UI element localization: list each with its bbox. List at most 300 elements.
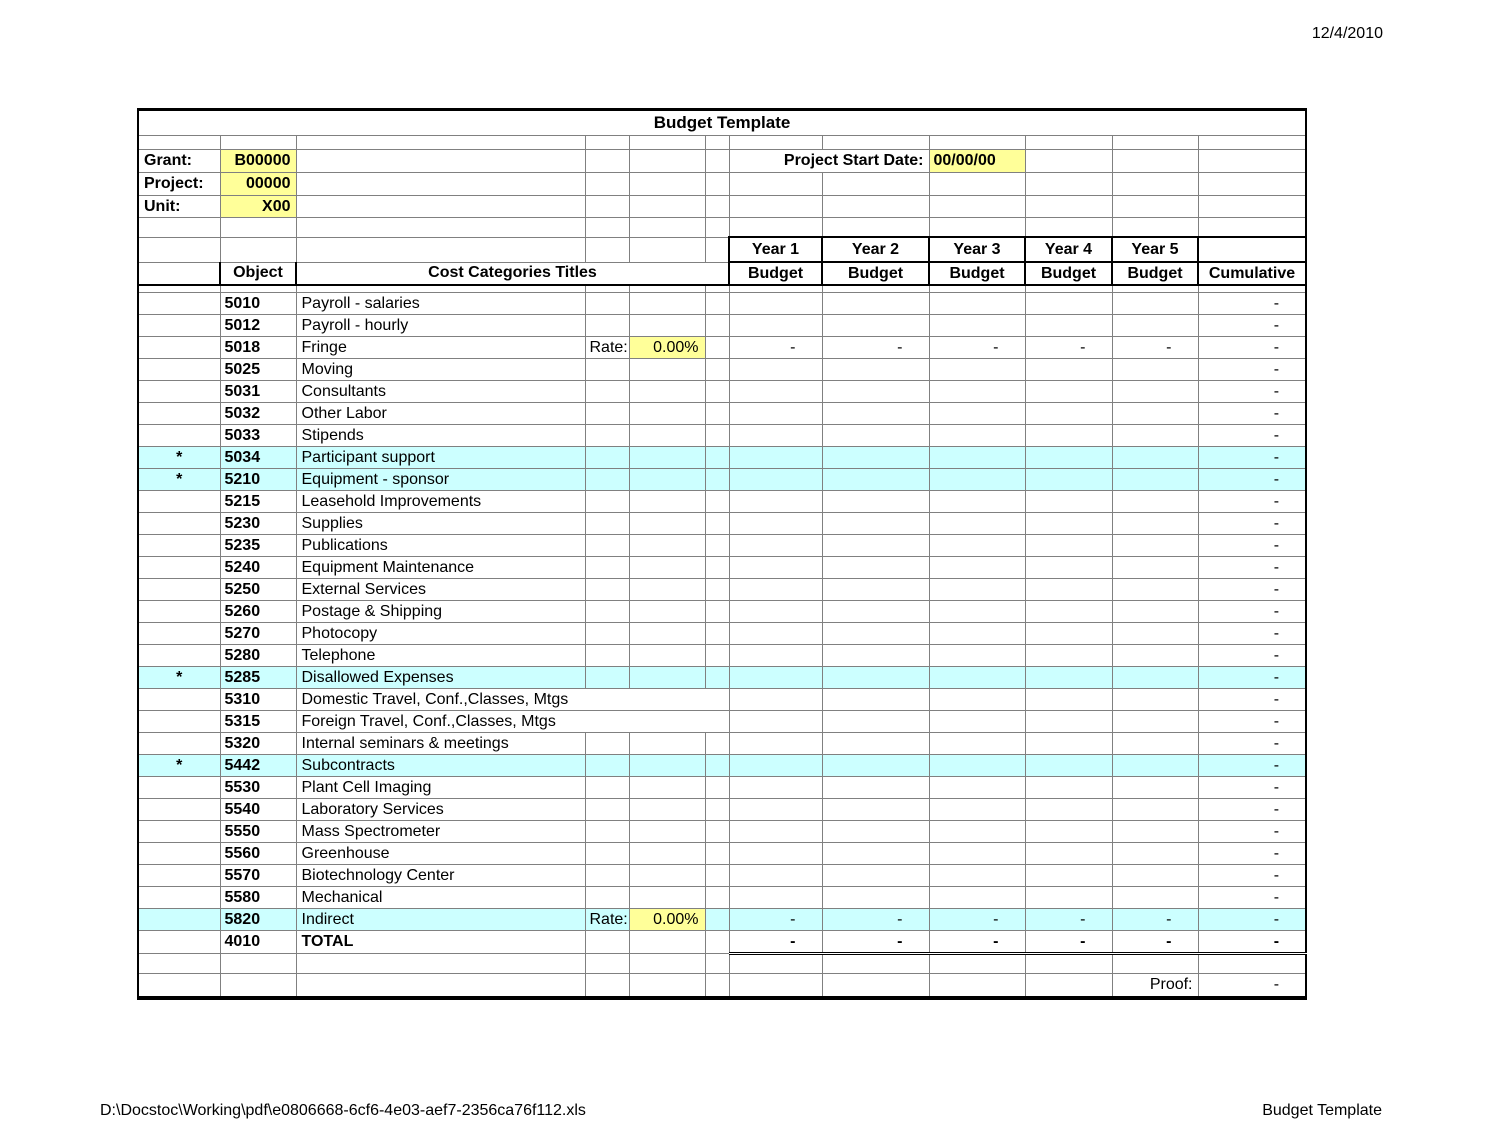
cell-year3-budget — [929, 623, 1025, 645]
empty-cell — [705, 667, 729, 689]
table-row — [138, 821, 1306, 843]
empty-cell — [729, 136, 822, 150]
unit-row — [138, 196, 1306, 218]
cell-object-code: 5034 — [220, 447, 296, 469]
empty-cell — [585, 136, 629, 150]
empty-cell — [585, 777, 629, 799]
table-row — [138, 447, 1306, 469]
cost-categories-column-header: Cost Categories Titles — [296, 262, 729, 285]
cell-year5-budget — [1112, 293, 1198, 315]
table-row — [138, 557, 1306, 579]
cell-year1-budget — [729, 821, 822, 843]
empty-cell — [296, 136, 585, 150]
empty-cell — [705, 535, 729, 557]
cell-cumulative: - — [1198, 931, 1306, 954]
table-row — [138, 843, 1306, 865]
empty-cell — [705, 909, 729, 931]
cell-object-code: 5230 — [220, 513, 296, 535]
budget-sheet — [137, 108, 1307, 1000]
empty-cell — [1025, 173, 1112, 196]
budget-column-header: Budget — [1025, 262, 1112, 285]
cell-cumulative: - — [1198, 733, 1306, 755]
cell-flag — [138, 843, 220, 865]
empty-cell — [822, 196, 929, 218]
empty-cell — [929, 173, 1025, 196]
empty-cell — [705, 315, 729, 337]
cell-year4-budget — [1025, 755, 1112, 777]
cell-year4-budget — [1025, 469, 1112, 491]
cell-year1-budget: - — [729, 931, 822, 954]
budget-column-header: Budget — [729, 262, 822, 285]
cell-year1-budget — [729, 535, 822, 557]
cell-flag — [138, 491, 220, 513]
cell-title: Payroll - salaries — [296, 293, 585, 315]
cell-title: Internal seminars & meetings — [296, 733, 585, 755]
empty-cell — [822, 285, 929, 293]
cell-year5-budget — [1112, 491, 1198, 513]
cell-title: Subcontracts — [296, 755, 585, 777]
proof-label: Proof: — [1112, 974, 1198, 999]
empty-cell — [1198, 173, 1306, 196]
empty-cell — [585, 623, 629, 645]
cell-year2-budget — [822, 403, 929, 425]
cell-year3-budget — [929, 887, 1025, 909]
table-row — [138, 711, 1306, 733]
cell-year1-budget — [729, 843, 822, 865]
empty-cell — [585, 150, 629, 173]
empty-cell — [585, 931, 629, 954]
cell-year2-budget — [822, 799, 929, 821]
cell-cumulative: - — [1198, 865, 1306, 887]
cell-year3-budget — [929, 381, 1025, 403]
year2-header: Year 2 — [822, 237, 929, 262]
cell-year2-budget — [822, 601, 929, 623]
empty-cell — [929, 136, 1025, 150]
empty-cell — [629, 315, 705, 337]
empty-cell — [585, 733, 629, 755]
cell-cumulative: - — [1198, 447, 1306, 469]
empty-cell — [585, 381, 629, 403]
empty-cell — [585, 557, 629, 579]
cell-year2-budget — [822, 447, 929, 469]
cell-year3-budget — [929, 821, 1025, 843]
cell-flag: * — [138, 667, 220, 689]
cell-object-code: 5560 — [220, 843, 296, 865]
empty-cell — [629, 535, 705, 557]
cell-object-code: 5270 — [220, 623, 296, 645]
cell-title: Indirect — [296, 909, 585, 931]
cell-year4-budget — [1025, 359, 1112, 381]
cell-flag — [138, 315, 220, 337]
empty-cell — [929, 974, 1025, 999]
project-row — [138, 173, 1306, 196]
cell-object-code: 5031 — [220, 381, 296, 403]
cell-year2-budget — [822, 469, 929, 491]
cell-year4-budget — [1025, 403, 1112, 425]
empty-cell — [585, 293, 629, 315]
table-row — [138, 491, 1306, 513]
table-row — [138, 623, 1306, 645]
empty-cell — [138, 974, 220, 999]
cell-year4-budget — [1025, 777, 1112, 799]
empty-cell — [929, 218, 1025, 238]
cell-flag — [138, 799, 220, 821]
cell-title: Mass Spectrometer — [296, 821, 585, 843]
empty-cell — [296, 285, 585, 293]
cell-flag — [138, 733, 220, 755]
table-row — [138, 689, 1306, 711]
empty-cell — [629, 954, 705, 974]
cell-year1-budget — [729, 359, 822, 381]
year1-header: Year 1 — [729, 237, 822, 262]
cell-year5-budget — [1112, 887, 1198, 909]
cell-year4-budget — [1025, 821, 1112, 843]
empty-cell — [585, 821, 629, 843]
cell-object-code: 5550 — [220, 821, 296, 843]
empty-cell — [705, 557, 729, 579]
empty-cell — [705, 931, 729, 954]
budget-column-header: Budget — [929, 262, 1025, 285]
cell-object-code: 5235 — [220, 535, 296, 557]
cell-year4-budget — [1025, 381, 1112, 403]
grant-value-field: B00000 — [220, 150, 296, 173]
cell-year2-budget — [822, 711, 929, 733]
cell-year4-budget — [1025, 491, 1112, 513]
cell-year4-budget — [1025, 579, 1112, 601]
empty-cell — [1198, 196, 1306, 218]
cell-year3-budget — [929, 865, 1025, 887]
cell-year3-budget — [929, 447, 1025, 469]
empty-cell — [729, 196, 822, 218]
cell-title: Photocopy — [296, 623, 585, 645]
cell-cumulative: - — [1198, 689, 1306, 711]
empty-cell — [705, 799, 729, 821]
empty-cell — [705, 513, 729, 535]
empty-cell — [585, 218, 629, 238]
empty-cell — [220, 954, 296, 974]
empty-cell — [629, 218, 705, 238]
cell-year2-budget — [822, 315, 929, 337]
column-header-row — [138, 262, 1306, 285]
cell-flag — [138, 821, 220, 843]
cell-year2-budget — [822, 865, 929, 887]
empty-cell — [585, 865, 629, 887]
cell-year1-budget — [729, 381, 822, 403]
cell-year1-budget — [729, 865, 822, 887]
cell-title: Postage & Shipping — [296, 601, 585, 623]
object-column-header: Object — [220, 262, 296, 285]
cell-year1-budget — [729, 711, 822, 733]
empty-cell — [629, 645, 705, 667]
cell-cumulative: - — [1198, 425, 1306, 447]
empty-cell — [585, 315, 629, 337]
table-row — [138, 293, 1306, 315]
empty-cell — [629, 931, 705, 954]
empty-cell — [705, 579, 729, 601]
cell-year5-budget — [1112, 865, 1198, 887]
empty-cell — [1198, 285, 1306, 293]
empty-cell — [705, 403, 729, 425]
empty-cell — [585, 954, 629, 974]
empty-cell — [138, 285, 220, 293]
cell-year1-budget — [729, 447, 822, 469]
budget-column-header: Budget — [1112, 262, 1198, 285]
empty-cell — [296, 237, 585, 262]
cell-year3-budget — [929, 535, 1025, 557]
table-row — [138, 931, 1306, 954]
empty-cell — [1198, 218, 1306, 238]
document-name-footer: Budget Template — [1262, 1102, 1382, 1119]
empty-cell — [1112, 173, 1198, 196]
empty-cell — [705, 777, 729, 799]
cell-cumulative: - — [1198, 667, 1306, 689]
empty-cell — [585, 285, 629, 293]
empty-cell — [585, 601, 629, 623]
empty-cell — [629, 974, 705, 999]
cell-flag — [138, 557, 220, 579]
cell-year2-budget — [822, 667, 929, 689]
empty-cell — [705, 469, 729, 491]
unit-value-field: X00 — [220, 196, 296, 218]
empty-cell — [585, 491, 629, 513]
empty-cell — [705, 821, 729, 843]
cell-cumulative: - — [1198, 777, 1306, 799]
empty-cell — [729, 974, 822, 999]
cell-cumulative: - — [1198, 315, 1306, 337]
cell-year1-budget — [729, 513, 822, 535]
cell-object-code: 5530 — [220, 777, 296, 799]
cell-year4-budget — [1025, 733, 1112, 755]
cell-title: Payroll - hourly — [296, 315, 585, 337]
cell-title: Equipment Maintenance — [296, 557, 585, 579]
empty-cell — [585, 513, 629, 535]
empty-cell — [585, 755, 629, 777]
table-row — [138, 337, 1306, 359]
cell-year1-budget — [729, 623, 822, 645]
budget-table — [137, 108, 1307, 1000]
table-row — [138, 381, 1306, 403]
table-row — [138, 755, 1306, 777]
spacer-row — [138, 285, 1306, 293]
empty-cell — [1112, 954, 1198, 974]
empty-cell — [1112, 196, 1198, 218]
cell-flag — [138, 865, 220, 887]
empty-cell — [629, 381, 705, 403]
empty-cell — [705, 887, 729, 909]
empty-cell — [585, 887, 629, 909]
cell-year5-budget: - — [1112, 337, 1198, 359]
cell-object-code: 5018 — [220, 337, 296, 359]
empty-cell — [629, 601, 705, 623]
table-row — [138, 909, 1306, 931]
empty-cell — [629, 293, 705, 315]
cell-title: Participant support — [296, 447, 585, 469]
cell-object-code: 5215 — [220, 491, 296, 513]
empty-cell — [296, 218, 585, 238]
cell-year4-budget: - — [1025, 337, 1112, 359]
empty-cell — [296, 954, 585, 974]
cell-year1-budget — [729, 491, 822, 513]
table-row — [138, 667, 1306, 689]
cell-cumulative: - — [1198, 491, 1306, 513]
cell-object-code: 4010 — [220, 931, 296, 954]
cell-flag — [138, 645, 220, 667]
cell-flag — [138, 381, 220, 403]
cell-title: Laboratory Services — [296, 799, 585, 821]
cell-year4-budget — [1025, 513, 1112, 535]
cell-flag — [138, 293, 220, 315]
empty-cell — [822, 218, 929, 238]
cell-year2-budget — [822, 887, 929, 909]
empty-cell — [585, 799, 629, 821]
cell-object-code: 5032 — [220, 403, 296, 425]
empty-cell — [705, 337, 729, 359]
cumulative-header-spacer — [1198, 237, 1306, 262]
cell-year4-budget — [1025, 689, 1112, 711]
cell-flag — [138, 425, 220, 447]
project-label: Project: — [138, 173, 220, 196]
file-path-footer: D:\Docstoc\Working\pdf\e0806668-6cf6-4e03-aef7-2356ca76f112.xls — [100, 1102, 586, 1119]
cell-year1-budget — [729, 733, 822, 755]
cell-cumulative: - — [1198, 843, 1306, 865]
cell-flag — [138, 601, 220, 623]
cell-year3-budget — [929, 315, 1025, 337]
empty-cell — [705, 623, 729, 645]
empty-cell — [629, 237, 705, 262]
cell-year4-budget — [1025, 557, 1112, 579]
year-header-row — [138, 237, 1306, 262]
cell-year3-budget — [929, 667, 1025, 689]
cell-cumulative: - — [1198, 623, 1306, 645]
cell-year3-budget — [929, 777, 1025, 799]
empty-cell — [629, 447, 705, 469]
empty-cell — [585, 237, 629, 262]
empty-cell — [296, 150, 585, 173]
empty-cell — [585, 469, 629, 491]
sheet-title: Budget Template — [138, 110, 1306, 136]
cell-object-code: 5310 — [220, 689, 296, 711]
empty-cell — [629, 403, 705, 425]
empty-cell — [705, 645, 729, 667]
empty-cell — [822, 974, 929, 999]
cell-year5-budget: - — [1112, 909, 1198, 931]
cell-flag: * — [138, 755, 220, 777]
empty-row — [138, 136, 1306, 150]
cell-flag — [138, 623, 220, 645]
cell-year3-budget: - — [929, 909, 1025, 931]
cell-object-code: 5012 — [220, 315, 296, 337]
cell-year5-budget — [1112, 513, 1198, 535]
table-row — [138, 359, 1306, 381]
cell-year3-budget: - — [929, 931, 1025, 954]
cell-year5-budget — [1112, 403, 1198, 425]
cell-year3-budget — [929, 579, 1025, 601]
cell-flag — [138, 711, 220, 733]
cell-year3-budget — [929, 425, 1025, 447]
empty-cell — [1198, 150, 1306, 173]
table-row — [138, 733, 1306, 755]
cell-year5-budget — [1112, 557, 1198, 579]
cell-object-code: 5820 — [220, 909, 296, 931]
empty-cell — [705, 865, 729, 887]
empty-cell — [629, 136, 705, 150]
table-row — [138, 579, 1306, 601]
empty-cell — [629, 667, 705, 689]
cell-object-code: 5033 — [220, 425, 296, 447]
cell-cumulative: - — [1198, 645, 1306, 667]
cell-year4-budget — [1025, 865, 1112, 887]
empty-cell — [296, 196, 585, 218]
cell-cumulative: - — [1198, 469, 1306, 491]
empty-cell — [585, 579, 629, 601]
cell-object-code: 5210 — [220, 469, 296, 491]
cell-year2-budget — [822, 359, 929, 381]
cell-year5-budget — [1112, 315, 1198, 337]
cell-year5-budget — [1112, 645, 1198, 667]
empty-cell — [1025, 285, 1112, 293]
empty-cell — [629, 173, 705, 196]
empty-cell — [705, 843, 729, 865]
cell-year5-budget — [1112, 425, 1198, 447]
cell-cumulative: - — [1198, 909, 1306, 931]
cell-year3-budget — [929, 755, 1025, 777]
cell-year4-budget — [1025, 425, 1112, 447]
empty-cell — [585, 843, 629, 865]
table-row — [138, 799, 1306, 821]
empty-cell — [296, 974, 585, 999]
cell-year2-budget: - — [822, 931, 929, 954]
empty-cell — [629, 821, 705, 843]
empty-cell — [629, 469, 705, 491]
cumulative-column-header: Cumulative — [1198, 262, 1306, 285]
empty-cell — [629, 491, 705, 513]
cell-year1-budget — [729, 645, 822, 667]
cell-year5-budget — [1112, 447, 1198, 469]
cell-year4-budget: - — [1025, 909, 1112, 931]
cell-year2-budget — [822, 777, 929, 799]
empty-cell — [929, 196, 1025, 218]
cell-year5-budget — [1112, 843, 1198, 865]
cell-year5-budget — [1112, 623, 1198, 645]
empty-cell — [705, 755, 729, 777]
empty-cell — [705, 150, 729, 173]
cell-year1-budget — [729, 403, 822, 425]
cell-cumulative: - — [1198, 337, 1306, 359]
project-value-field: 00000 — [220, 173, 296, 196]
empty-cell — [629, 359, 705, 381]
empty-cell — [629, 513, 705, 535]
start-date-label: Project Start Date: — [729, 150, 929, 173]
cell-title: Foreign Travel, Conf.,Classes, Mtgs — [296, 711, 729, 733]
cell-year2-budget — [822, 381, 929, 403]
cell-flag — [138, 403, 220, 425]
cell-year2-budget — [822, 535, 929, 557]
cell-year5-budget — [1112, 359, 1198, 381]
cell-flag: * — [138, 447, 220, 469]
rate-label: Rate: — [585, 337, 629, 359]
table-row — [138, 865, 1306, 887]
empty-cell — [629, 285, 705, 293]
cell-title: Fringe — [296, 337, 585, 359]
empty-cell — [705, 293, 729, 315]
proof-value: - — [1198, 974, 1306, 999]
cell-year1-budget — [729, 777, 822, 799]
empty-cell — [629, 196, 705, 218]
empty-cell — [1025, 974, 1112, 999]
cell-title: Equipment - sponsor — [296, 469, 585, 491]
empty-cell — [585, 425, 629, 447]
empty-cell — [1025, 954, 1112, 974]
